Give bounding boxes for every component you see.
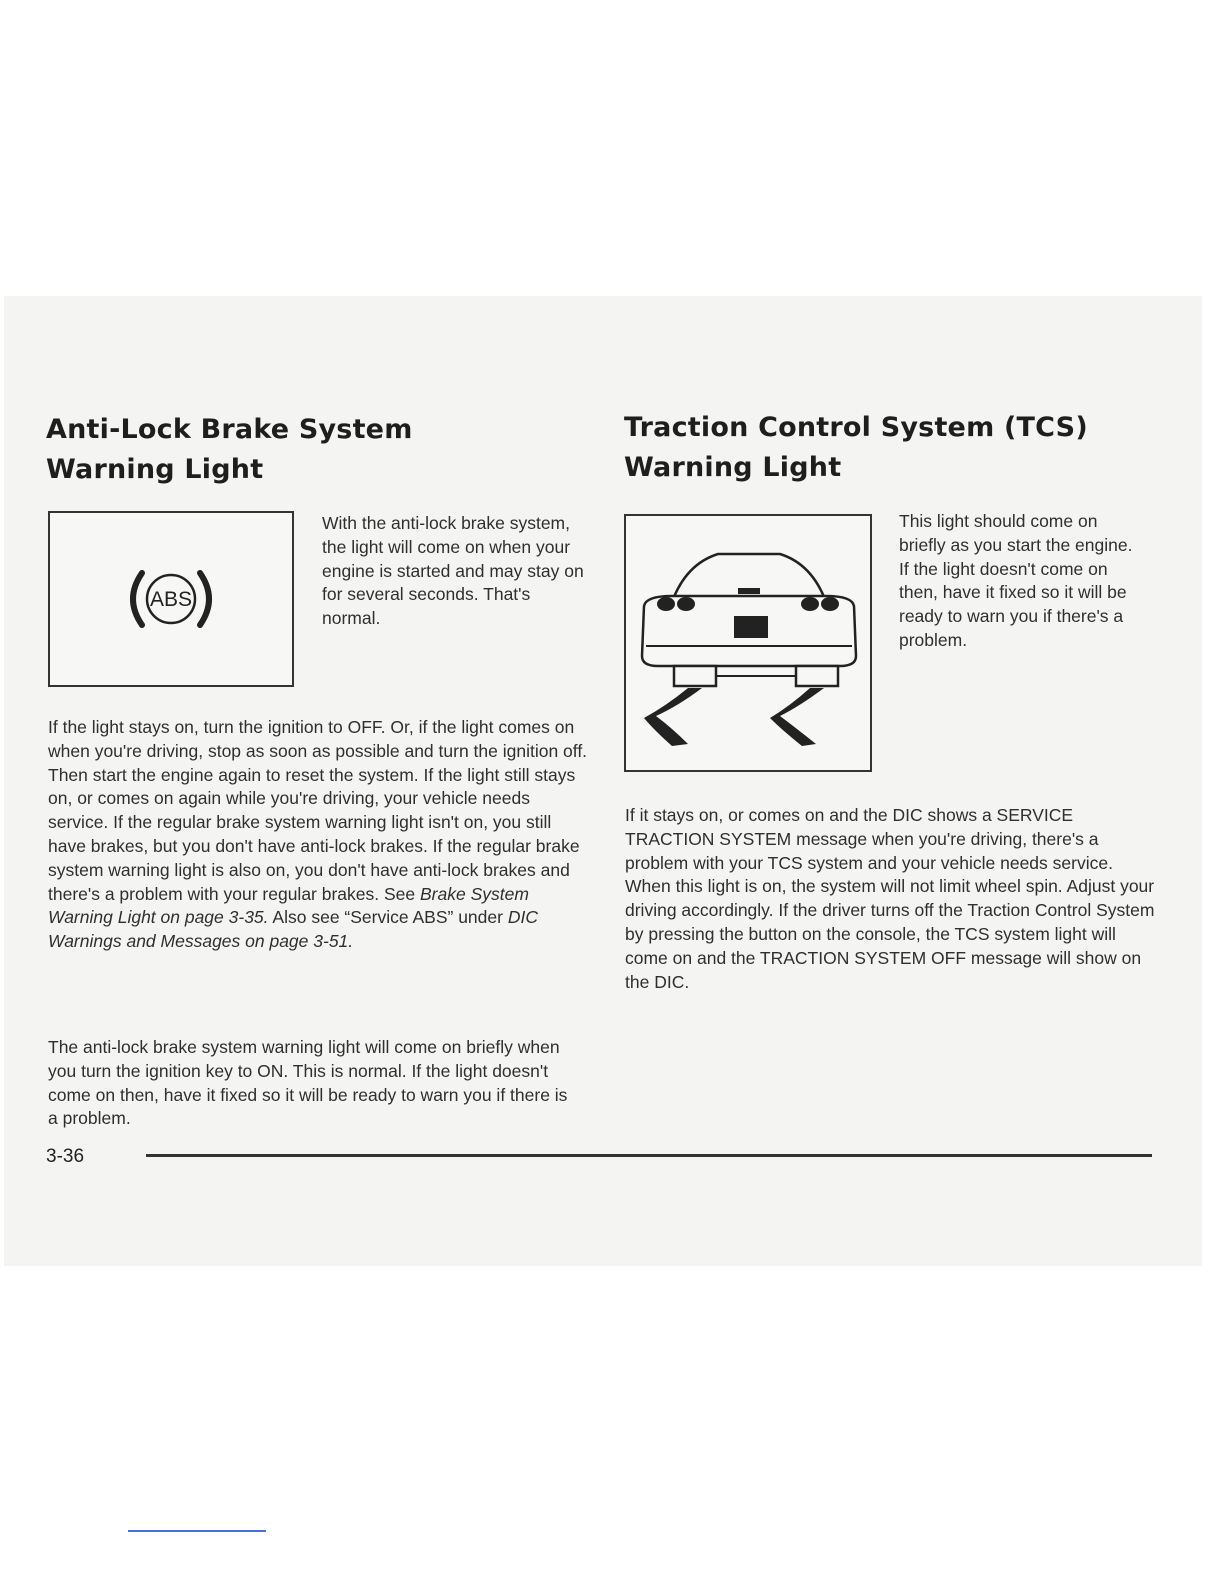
page-number: 3-36 [46,1146,85,1167]
brake-system-warning-light-reference: Brake System Warning Light on page 3-35. [48,883,529,928]
tcs-heading-line-2: Warning Light [624,452,842,483]
footer-rule [146,1154,1152,1157]
skidding-car-icon [626,516,870,770]
tcs-heading-line-1: Traction Control System (TCS) [624,412,1088,443]
abs-heading-line-2: Warning Light [46,454,264,485]
tcs-side-text: This light should come on briefly as you start the engine. If the light doesn't come on then, have it fixed so it will be ready to warn you if there's a problem. [899,511,1133,650]
abs-heading-line-1: Anti-Lock Brake System [46,414,413,445]
abs-icon-label: ABS [149,588,193,611]
abs-warning-icon [50,513,292,685]
tcs-paragraph-1: If it stays on, or comes on and the DIC shows a SERVICE TRACTION SYSTEM message when you're driving, there's a problem with your TCS system and your vehicle needs service. When this light is on, the system will not limit wheel spin. Adjust your driving accordingly. If the driver turns off the Traction Control System by pressing the button on the console, the TCS system light will come on and the TRACTION SYSTEM OFF message will show on the DIC. [625,805,1155,992]
abs-side-text: With the anti-lock brake system, the light will come on when your engine is started and may stay on for several seconds. That's normal. [322,513,584,629]
abs-warning-light-figure [48,511,294,687]
tcs-warning-light-figure [624,514,872,772]
dic-warnings-reference: DIC Warnings and Messages on page 3-51. [48,907,538,952]
tcs-section-heading [624,408,1088,488]
abs-paragraph-2: The anti-lock brake system warning light will come on briefly when you turn the ignition key to ON. This is normal. If the light doesn't come on then, have it fixed so it will be ready to warn you if there is a problem. [48,1037,568,1129]
bottom-underline [128,1530,266,1532]
abs-paragraph-1: If the light stays on, turn the ignition to OFF. Or, if the light comes on when you're driving, stop as soon as possible and turn the ignition off. Then start the engine again to reset the system. If the light still stays on, or comes on again while you're driving, your vehicle needs service. If the regular brake system warning light isn't on, you still have brakes, but you don't have anti-lock brakes. If the regular brake system warning light is also on, you don't have anti-lock brakes and there's a problem with your regular brakes. See Brake System Warning Light on page 3-35. Also see “Service ABS” under DIC Warnings and Messages on page 3-51. [48,717,588,952]
abs-section-heading [46,410,413,490]
